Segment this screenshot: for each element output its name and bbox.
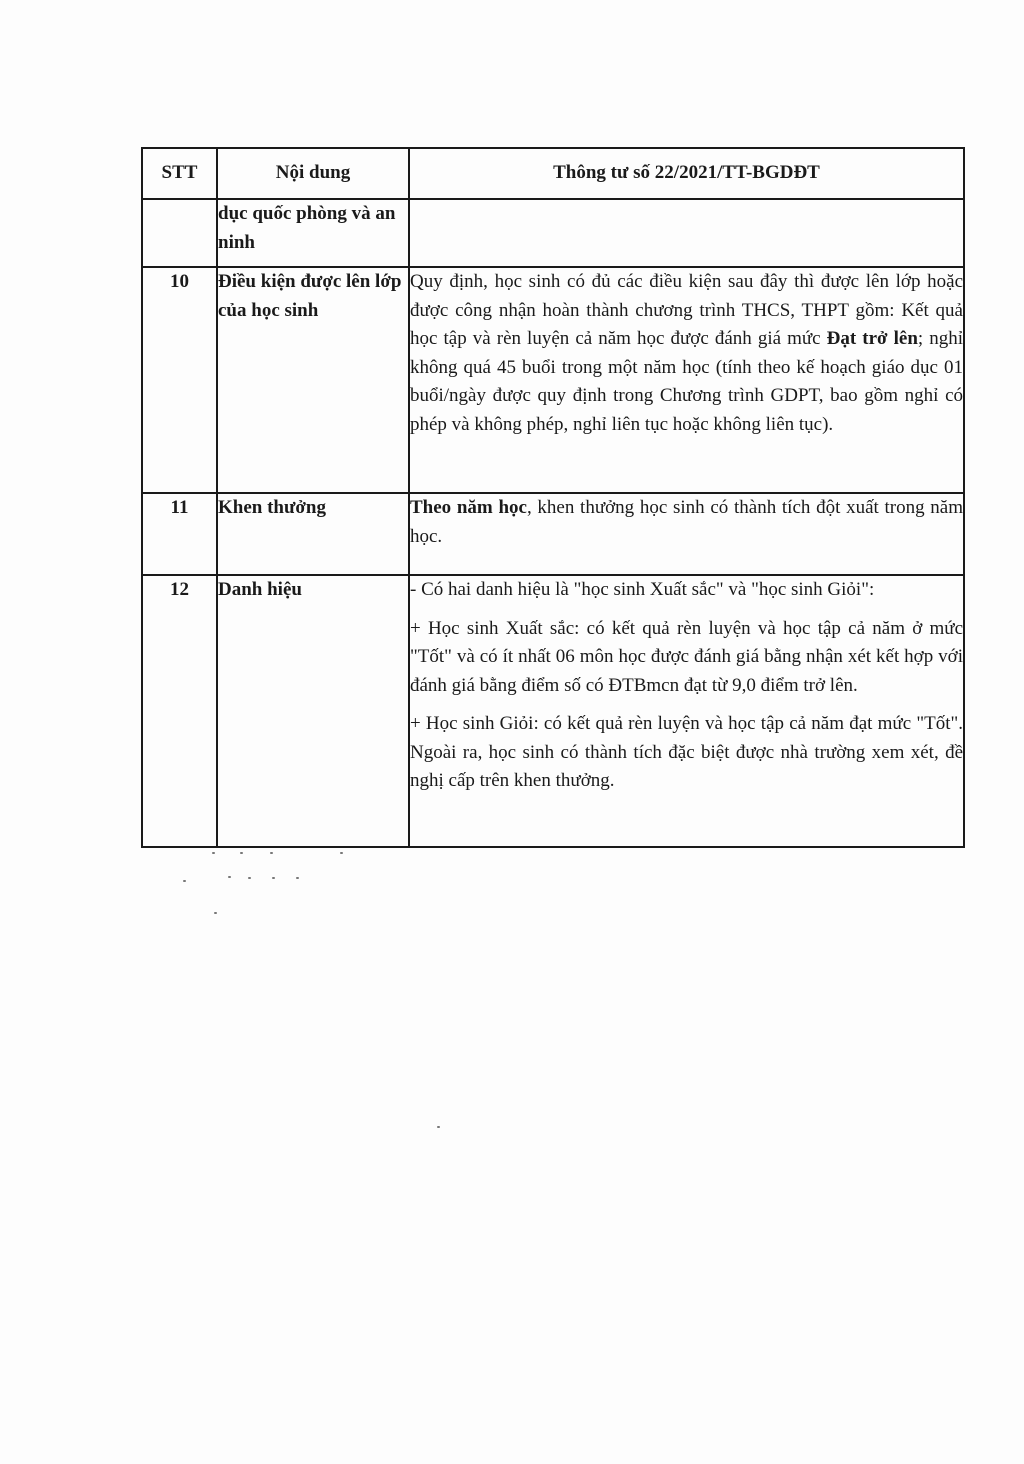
row-12-content: Danh hiệu — [217, 575, 409, 847]
scan-speck — [270, 852, 273, 854]
header-content: Nội dung — [217, 148, 409, 199]
header-circular: Thông tư số 22/2021/TT-BGDĐT — [409, 148, 964, 199]
row-12-para-2: + Học sinh Xuất sắc: có kết quả rèn luyện và học tập cả năm ở mức "Tốt" và có ít nhất 06 môn học được đánh giá bằng nhận xét kết hợp với đánh giá bằng điểm số có ĐTBmcn đạt từ 9,0 điểm trở lên. — [410, 617, 963, 696]
row-12-desc — [409, 575, 964, 847]
row-12-stt: 12 — [142, 575, 217, 847]
scan-speck — [212, 852, 215, 854]
table-row — [142, 199, 964, 267]
row-12-para-3: + Học sinh Giỏi: có kết quả rèn luyện và học tập cả năm đạt mức "Tốt". Ngoài ra, học sinh có thành tích đặc biệt được nhà trường xem xét, đề nghị cấp trên khen thưởng. — [410, 713, 963, 791]
scan-speck — [240, 852, 243, 854]
row-11-stt: 11 — [142, 493, 217, 575]
scan-speck — [228, 876, 231, 878]
scan-speck — [183, 880, 186, 882]
row-12-para-1: - Có hai danh hiệu là "học sinh Xuất sắc" và "học sinh Giỏi": — [410, 579, 875, 600]
table-row — [142, 493, 964, 575]
scan-speck — [340, 852, 343, 854]
row-11-desc-bold: Theo năm học — [410, 497, 527, 518]
scan-speck — [214, 912, 217, 914]
row-cont-content: dục quốc phòng và an ninh — [217, 199, 409, 267]
scan-speck — [437, 1126, 440, 1128]
row-cont-stt — [142, 199, 217, 267]
row-10-desc-after: ; nghỉ không quá 45 buổi trong một năm học (tính theo kế hoạch giáo dục 01 buổi/ngày được quy định trong Chương trình GDPT, bao gồm nghỉ có phép và không phép, nghỉ liên tục hoặc không liên tục). — [410, 328, 964, 435]
table-row — [142, 267, 964, 493]
table-row — [142, 575, 964, 847]
row-10-stt: 10 — [142, 267, 217, 493]
scan-speck — [296, 877, 299, 879]
row-10-content: Điều kiện được lên lớp của học sinh — [217, 267, 409, 493]
row-10-desc — [409, 267, 964, 493]
scan-speck — [248, 877, 251, 879]
header-stt: STT — [142, 148, 217, 199]
row-11-desc — [409, 493, 964, 575]
table-header-row — [142, 148, 964, 199]
row-11-desc-after: , khen thưởng học sinh có thành tích đột xuất trong năm học. — [410, 497, 963, 547]
row-10-desc-before: Quy định, học sinh có đủ các điều kiện sau đây thì được lên lớp hoặc được công nhận hoàn thành chương trình THCS, THPT gồm: Kết quả học tập và rèn luyện cả năm học được đánh giá mức — [410, 271, 963, 349]
comparison-table — [141, 147, 965, 848]
row-10-desc-bold: Đạt trở lên — [826, 328, 918, 349]
row-cont-desc — [409, 199, 964, 267]
row-11-content: Khen thưởng — [217, 493, 409, 575]
scan-speck — [272, 877, 275, 879]
